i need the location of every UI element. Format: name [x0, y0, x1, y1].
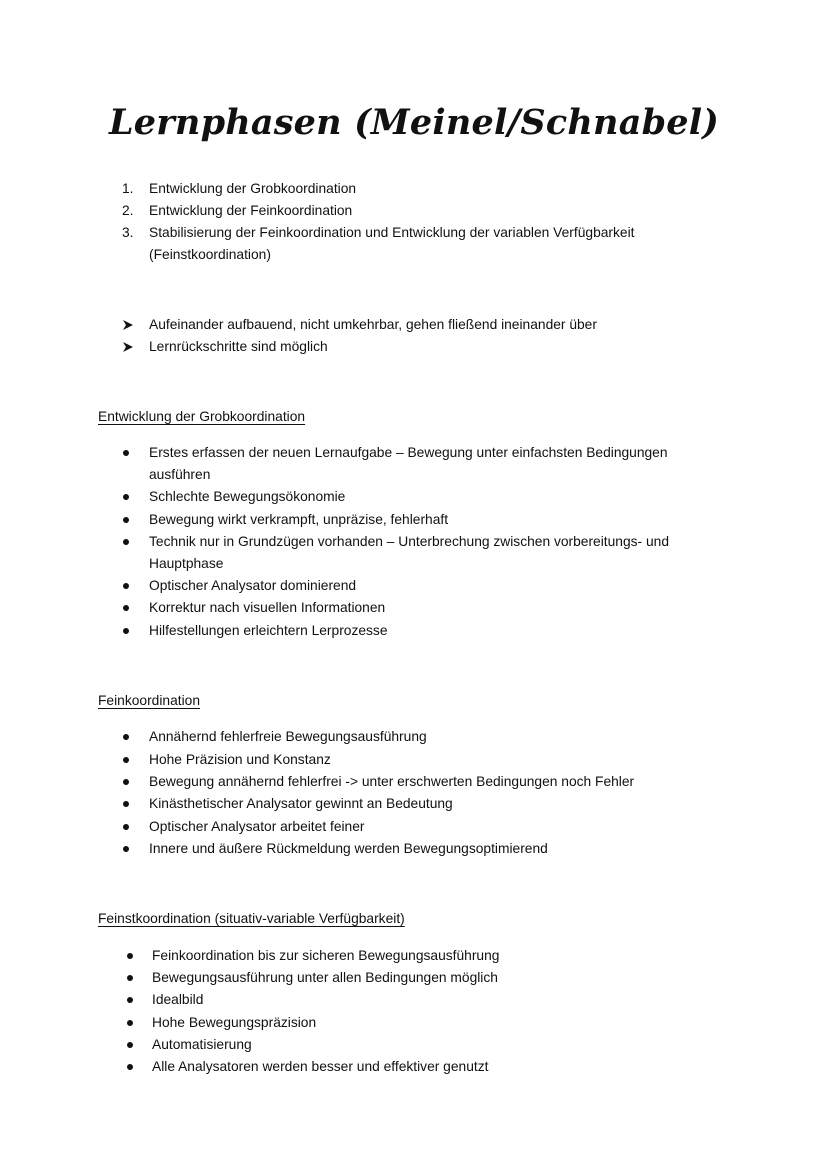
bullet-icon: [123, 779, 129, 785]
bullet-icon: [123, 450, 129, 456]
bullet-icon: [123, 757, 129, 763]
bullet-icon: [123, 494, 129, 500]
bullet-item: Technik nur in Grundzügen vorhanden – Unterbrechung zwischen vorbereitungs- und: [149, 534, 669, 549]
list-item: Stabilisierung der Feinkoordination und Entwicklung der variablen Verfügbarkeit: [149, 225, 635, 240]
bullet-icon: [123, 539, 129, 545]
arrowhead-icon: [122, 341, 134, 353]
list-number: 3.: [122, 225, 134, 240]
bullet-icon: [123, 734, 129, 740]
bullet-icon: [127, 1042, 133, 1048]
list-item-continuation: (Feinstkoordination): [149, 247, 271, 262]
bullet-icon: [123, 628, 129, 634]
arrow-list-item: Lernrückschritte sind möglich: [149, 339, 328, 354]
section-heading: Feinstkoordination (situativ-variable Verfügbarkeit): [98, 911, 405, 926]
list-item: Entwicklung der Grobkoordination: [149, 181, 357, 196]
bullet-item: Alle Analysatoren werden besser und effektiver genutzt: [152, 1059, 489, 1074]
bullet-icon: [123, 846, 129, 852]
bullet-item: Optischer Analysator arbeitet feiner: [149, 819, 365, 834]
bullet-icon: [123, 824, 129, 830]
bullet-icon: [123, 605, 129, 611]
bullet-item: Idealbild: [152, 992, 204, 1007]
bullet-item: Kinästhetischer Analysator gewinnt an Bedeutung: [149, 796, 453, 811]
section-heading: Entwicklung der Grobkoordination: [98, 409, 306, 424]
bullet-item-continuation: ausführen: [149, 467, 211, 482]
bullet-item: Hohe Präzision und Konstanz: [149, 752, 331, 767]
bullet-item: Schlechte Bewegungsökonomie: [149, 489, 346, 504]
bullet-icon: [123, 583, 129, 589]
page-title: Lernphasen (Meinel/Schnabel): [109, 102, 719, 143]
section-heading: Feinkoordination: [98, 693, 201, 708]
bullet-item: Innere und äußere Rückmeldung werden Bewegungsoptimierend: [149, 841, 548, 856]
bullet-item: Hohe Bewegungspräzision: [152, 1015, 317, 1030]
bullet-icon: [127, 953, 133, 959]
bullet-icon: [127, 997, 133, 1003]
bullet-item: Feinkoordination bis zur sicheren Bewegungsausführung: [152, 948, 500, 963]
bullet-item: Korrektur nach visuellen Informationen: [149, 600, 386, 615]
list-number: 1.: [122, 181, 134, 196]
bullet-item: Bewegung wirkt verkrampft, unpräzise, fehlerhaft: [149, 512, 449, 527]
bullet-item: Bewegungsausführung unter allen Bedingungen möglich: [152, 970, 498, 985]
bullet-icon: [123, 801, 129, 807]
arrow-list-item: Aufeinander aufbauend, nicht umkehrbar, gehen fließend ineinander über: [149, 317, 597, 332]
bullet-icon: [127, 1064, 133, 1070]
bullet-icon: [123, 517, 129, 523]
bullet-item: Optischer Analysator dominierend: [149, 578, 357, 593]
bullet-item: Hilfestellungen erleichtern Lerprozesse: [149, 623, 388, 638]
arrowhead-icon: [122, 319, 134, 331]
bullet-item: Bewegung annähernd fehlerfrei -> unter erschwerten Bedingungen noch Fehler: [149, 774, 635, 789]
list-item: Entwicklung der Feinkoordination: [149, 203, 353, 218]
bullet-icon: [127, 1020, 133, 1026]
bullet-icon: [127, 975, 133, 981]
bullet-item: Automatisierung: [152, 1037, 252, 1052]
bullet-item: Annähernd fehlerfreie Bewegungsausführung: [149, 729, 427, 744]
list-number: 2.: [122, 203, 134, 218]
bullet-item-continuation: Hauptphase: [149, 556, 224, 571]
bullet-item: Erstes erfassen der neuen Lernaufgabe – Bewegung unter einfachsten Bedingungen: [149, 445, 668, 460]
